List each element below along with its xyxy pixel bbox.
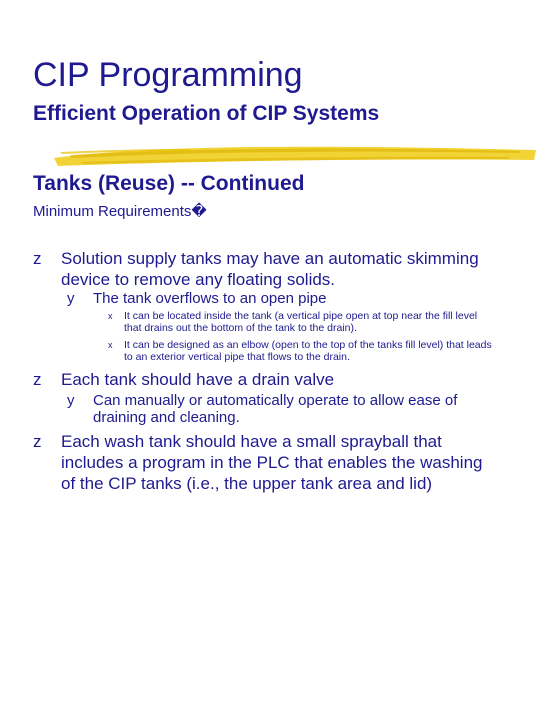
section-heading: Tanks (Reuse) -- Continued — [33, 172, 305, 195]
section-subheading: Minimum Requirements� — [33, 203, 207, 220]
sub-sub-bullet-text: It can be located inside the tank (a vertical pipe open at top near the fill level that drains out the bottom of the tank to the drain). — [124, 310, 478, 334]
bullet-text: Solution supply tanks may have an automatic skimming device to remove any floating solids. — [61, 249, 479, 289]
bullet-text: Each tank should have a drain valve — [61, 370, 335, 389]
bullet-text: Each wash tank should have a small sprayball that includes a program in the PLC that enables the washing of the CIP tanks (i.e., the upper tank area and lid) — [61, 432, 483, 493]
sub-bullet-text: The tank overflows to an open pipe — [93, 290, 327, 307]
bullet-marker: z — [33, 432, 42, 451]
slide-subtitle: Efficient Operation of CIP Systems — [33, 102, 380, 125]
bullet-marker: z — [33, 249, 42, 268]
sub-bullet-text: Can manually or automatically operate to allow ease of draining and cleaning. — [93, 392, 458, 426]
sub-sub-bullet-marker: x — [108, 340, 113, 350]
highlighter-stroke-decoration — [50, 140, 540, 170]
slide-title: CIP Programming — [33, 56, 303, 94]
sub-sub-bullet-text: It can be designed as an elbow (open to the top of the tanks fill level) that leads to an exterior vertical pipe that flows to the drain. — [124, 339, 492, 363]
sub-bullet-marker: y — [67, 290, 75, 307]
sub-sub-bullet-marker: x — [108, 311, 113, 321]
bullet-marker: z — [33, 370, 42, 389]
sub-bullet-marker: y — [67, 392, 75, 409]
